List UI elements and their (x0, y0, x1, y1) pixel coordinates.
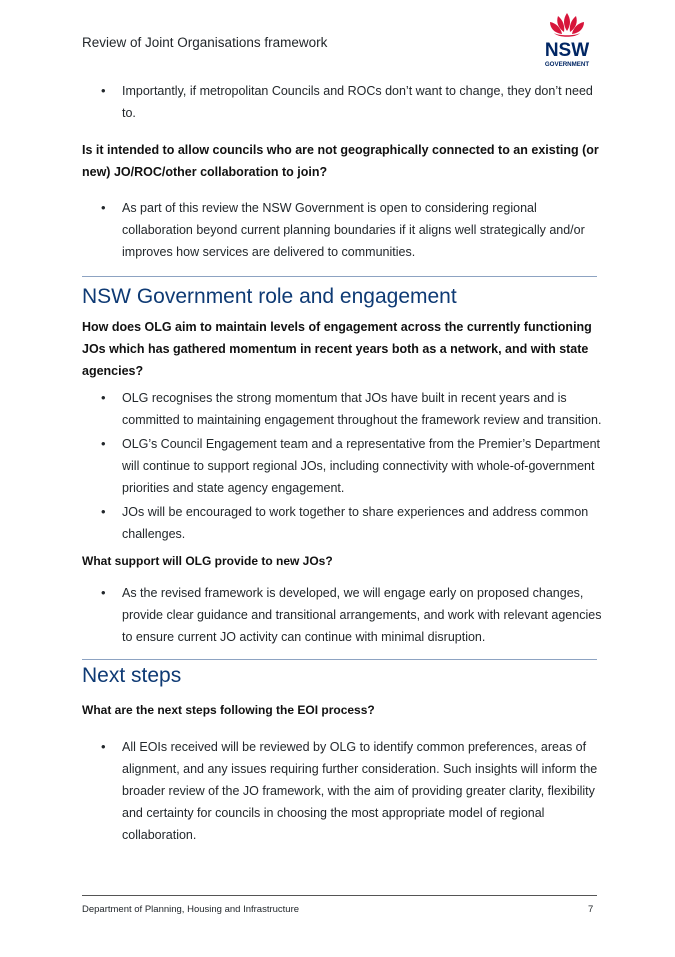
bullet-eoi-review: • All EOIs received will be reviewed by OLG to identify common preferences, areas of alignment, and any issues requiring further consideration. Such insights will inform the broader review of the JO framework, with the aim of providing greater clarity, flexibility and certainty for councils in choosing the most appropriate model of regional collaboration. (82, 736, 602, 846)
page-number: 7 (588, 904, 594, 915)
section-divider (82, 276, 597, 277)
nsw-government-logo (536, 11, 598, 73)
document-header-title: Review of Joint Organisations framework (82, 35, 328, 50)
bullet-revised-framework: • As the revised framework is developed, we will engage early on proposed changes, provide clear guidance and transitional arrangements, and work with relevant agencies to ensure current JO activity can continue with minimal disruption. (82, 582, 602, 648)
heading-government-role: NSW Government role and engagement (82, 285, 457, 308)
question-support-new-jos: What support will OLG provide to new JOs? (82, 554, 333, 568)
bullet-work-together: • JOs will be encouraged to work together to share experiences and address common challenges. (82, 501, 602, 545)
bullet-momentum: • OLG recognises the strong momentum that JOs have built in recent years and is committed to maintaining engagement throughout the framework review and transition. (82, 387, 602, 431)
bullet-council-engagement-team: • OLG’s Council Engagement team and a representative from the Premier’s Department will continue to support regional JOs, including connectivity with whole-of-government priorities and state agency engagement. (82, 433, 602, 499)
logo-wordmark: NSW (544, 40, 590, 61)
question-engagement: How does OLG aim to maintain levels of engagement across the currently functioning JOs which has gathered momentum in recent years both as a network, and with state agencies? (82, 320, 592, 378)
question-geographic-connection: Is it intended to allow councils who are not geographically connected to an existing (or new) JO/ROC/other collaboration to join? (82, 143, 599, 179)
bullet-regional-collaboration: • As part of this review the NSW Government is open to considering regional collaboration beyond current planning boundaries if it aligns well strategically and/or improves how services are delivered to communities. (82, 197, 602, 263)
logo-subtext: GOVERNMENT (544, 61, 590, 68)
page-body (82, 76, 602, 846)
footer-department: Department of Planning, Housing and Infrastructure (82, 904, 300, 915)
bullet-metro-councils: • Importantly, if metropolitan Councils and ROCs don’t want to change, they don’t need to. (82, 80, 602, 124)
heading-next-steps: Next steps (82, 664, 182, 687)
footer-divider (82, 895, 597, 896)
section-divider (82, 659, 597, 660)
question-next-steps: What are the next steps following the EOI process? (82, 703, 375, 717)
